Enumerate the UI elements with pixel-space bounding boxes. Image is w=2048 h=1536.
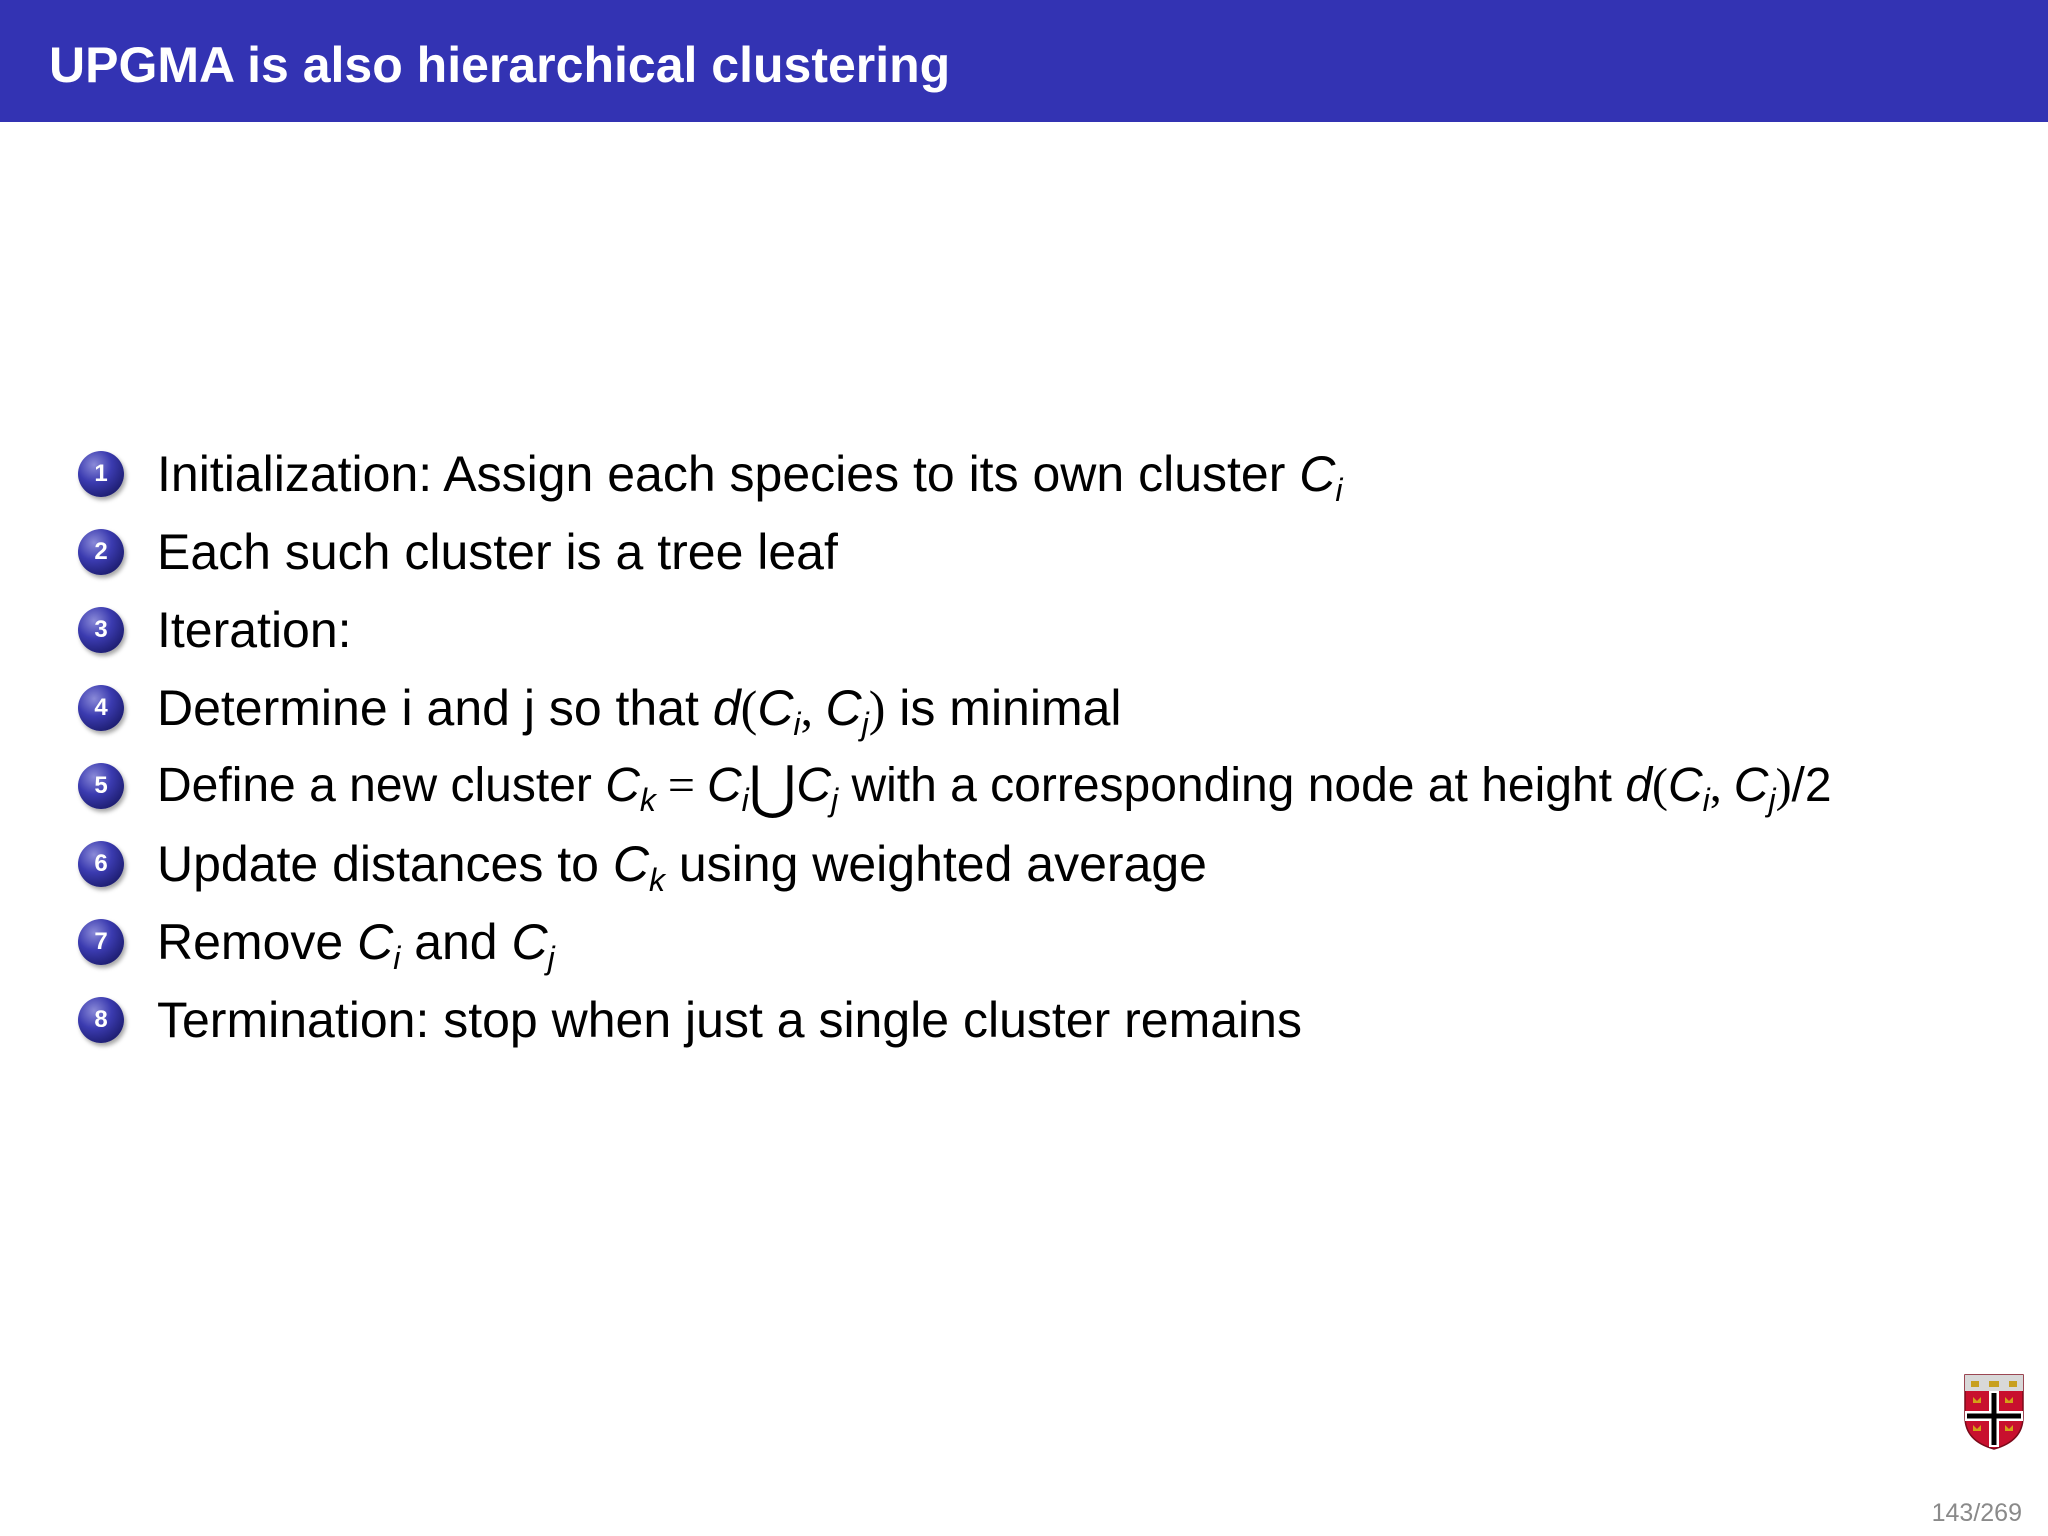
enumerate-bullet: 7 — [78, 919, 124, 965]
step-text: Initialization: Assign each species to its own cluster $C_i$ — [157, 446, 1343, 508]
step-leaf — [0, 513, 2048, 591]
step-text: Each such cluster is a tree leaf — [157, 524, 838, 580]
step-text: Iteration: — [157, 602, 352, 658]
page-number: 143/269 — [1931, 1499, 2022, 1527]
step-text: Remove $C_i$ and $C_j$ — [157, 914, 555, 976]
step-determine-minimum — [0, 669, 2048, 747]
enumerate-bullet: 3 — [78, 607, 124, 653]
step-termination — [0, 981, 2048, 1059]
step-initialization — [0, 435, 2048, 513]
step-update-distances — [0, 825, 2048, 903]
step-iteration — [0, 591, 2048, 669]
slide-title: UPGMA is also hierarchical clustering — [49, 37, 951, 93]
enumerate-bullet: 8 — [78, 997, 124, 1043]
enumerate-bullet: 5 — [78, 763, 124, 809]
enumerate-bullet: 6 — [78, 841, 124, 887]
step-text: Determine i and j so that $d(C_i$, $C_j$) is minimal — [157, 680, 1122, 742]
step-text: Termination: stop when just a single cluster remains — [157, 992, 1302, 1048]
title-bar — [0, 0, 2048, 122]
university-crest-icon — [1963, 1373, 2025, 1451]
enumerate-bullet: 4 — [78, 685, 124, 731]
step-remove — [0, 903, 2048, 981]
enumerate-bullet: 1 — [78, 451, 124, 497]
step-text: Define a new cluster $C_k$ = $C_i⋃C_j$ with a corresponding node at height $d(C_i$, $C_j)/2$ — [157, 753, 1832, 821]
step-text: Update distances to $C_k$ using weighted average — [157, 836, 1207, 898]
enumerate-bullet: 2 — [78, 529, 124, 575]
step-define-cluster — [0, 747, 2048, 825]
